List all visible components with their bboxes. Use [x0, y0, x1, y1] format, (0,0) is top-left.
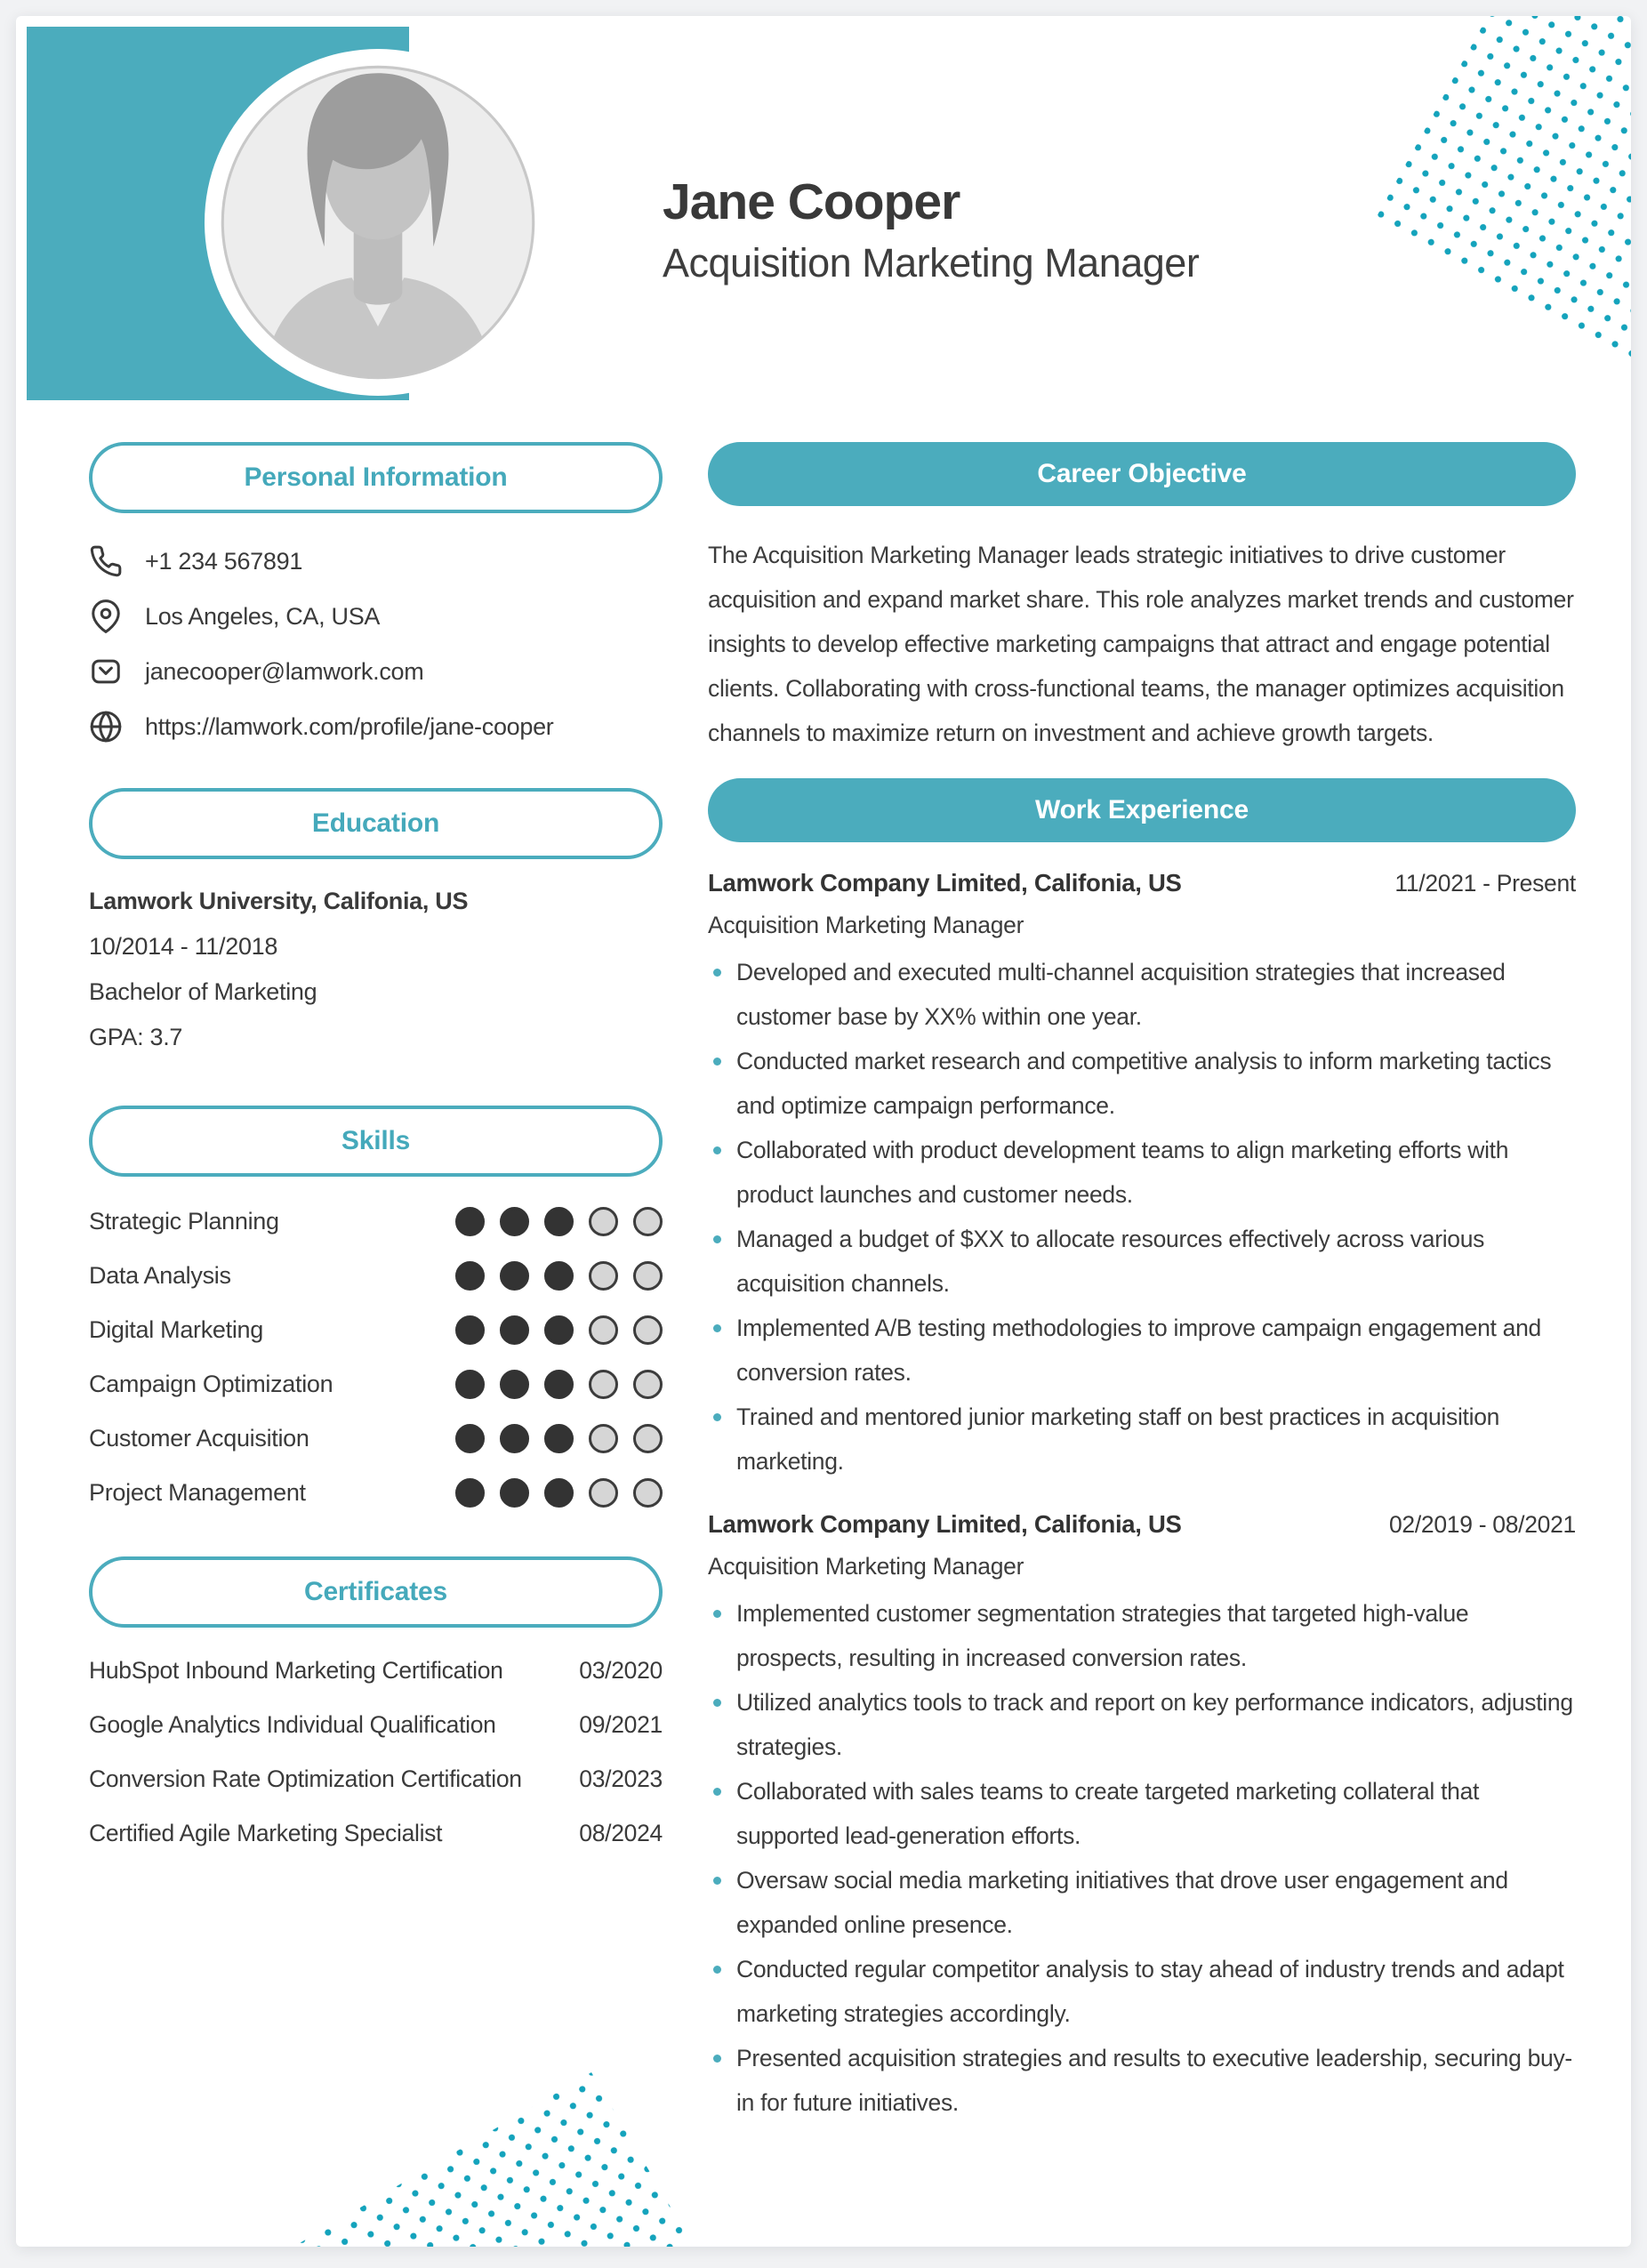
- skill-label: Data Analysis: [89, 1261, 231, 1289]
- contact-text: Los Angeles, CA, USA: [145, 602, 381, 630]
- skill-row: [89, 1364, 663, 1403]
- education-block: [89, 886, 663, 1052]
- skill-dot-empty: [589, 1478, 618, 1508]
- bullet-icon: [713, 1324, 721, 1332]
- bullet-icon: [713, 1413, 721, 1421]
- bullet-text: Oversaw social media marketing initiatives that drove user engagement and expanded online presence.: [736, 1867, 1508, 1938]
- skill-dot-filled: [455, 1478, 485, 1508]
- certificates-list: [89, 1653, 663, 1851]
- skill-row: [89, 1310, 663, 1349]
- skill-level-dots: [455, 1478, 663, 1508]
- skill-dot-filled: [544, 1424, 574, 1453]
- section-career-objective: [708, 442, 1576, 506]
- company-name: Lamwork Company Limited, Califonia, US: [708, 1510, 1182, 1538]
- job-dates: 11/2021 - Present: [1394, 870, 1576, 897]
- certificate-name: Google Analytics Individual Qualification: [89, 1710, 496, 1738]
- job-bullets: [708, 1591, 1576, 2125]
- skill-dot-filled: [500, 1207, 529, 1236]
- bullet-text: Conducted regular competitor analysis to stay ahead of industry trends and adapt marketing strategies accordingly.: [736, 1956, 1564, 2027]
- section-title: Certificates: [303, 1577, 447, 1606]
- bullet-text: Trained and mentored junior marketing staff on best practices in acquisition marketing.: [736, 1403, 1500, 1475]
- skill-label: Digital Marketing: [89, 1315, 263, 1343]
- job-entry: [708, 1510, 1576, 2125]
- certificate-item: [89, 1653, 663, 1688]
- skill-dot-filled: [500, 1478, 529, 1508]
- bullet-text: Collaborated with product development teams to align marketing efforts with product launches and customer needs.: [736, 1137, 1509, 1208]
- bullet-item: [708, 1858, 1576, 1947]
- section-certificates: [89, 1556, 663, 1628]
- dots-pattern-bottom: [293, 2072, 694, 2247]
- section-education: [89, 788, 663, 859]
- bullet-icon: [713, 1146, 721, 1154]
- jobs-list: [708, 869, 1576, 2125]
- bullet-icon: [713, 1610, 721, 1618]
- skill-dot-filled: [544, 1261, 574, 1291]
- bullet-item: [708, 1591, 1576, 1680]
- section-title: Work Experience: [1035, 795, 1249, 824]
- certificate-item: [89, 1815, 663, 1851]
- skill-label: Customer Acquisition: [89, 1424, 309, 1452]
- profile-photo: [205, 49, 551, 396]
- bullet-icon: [713, 969, 721, 977]
- certificate-date: 08/2024: [579, 1819, 663, 1846]
- bullet-icon: [713, 1699, 721, 1707]
- bullet-item: [708, 1769, 1576, 1858]
- skill-dot-filled: [544, 1315, 574, 1345]
- header-text: [663, 173, 1199, 286]
- bullet-icon: [713, 1966, 721, 1974]
- globe-icon: [89, 710, 123, 744]
- skill-row: [89, 1202, 663, 1241]
- skill-dot-filled: [500, 1370, 529, 1399]
- certificate-date: 03/2023: [579, 1765, 663, 1792]
- bullet-item: [708, 1217, 1576, 1306]
- certificate-date: 09/2021: [579, 1710, 663, 1738]
- skill-dot-filled: [455, 1207, 485, 1236]
- job-bullets: [708, 950, 1576, 1484]
- skill-dot-filled: [500, 1424, 529, 1453]
- section-title: Education: [311, 808, 440, 838]
- skill-dot-empty: [633, 1370, 663, 1399]
- skill-level-dots: [455, 1261, 663, 1291]
- contact-item: [89, 654, 663, 689]
- section-personal-information: [89, 442, 663, 513]
- skill-dot-filled: [500, 1261, 529, 1291]
- bullet-icon: [713, 1235, 721, 1243]
- skill-dot-empty: [589, 1261, 618, 1291]
- skill-dot-empty: [589, 1424, 618, 1453]
- left-column: [89, 442, 663, 1870]
- bullet-item: [708, 1395, 1576, 1484]
- bullet-text: Managed a budget of $XX to allocate resources effectively across various acquisition channels.: [736, 1226, 1485, 1297]
- person-silhouette-icon: [205, 49, 551, 396]
- skills-list: [89, 1202, 663, 1512]
- skill-row: [89, 1256, 663, 1295]
- section-title: Personal Information: [244, 462, 508, 492]
- skill-label: Campaign Optimization: [89, 1370, 333, 1397]
- skill-dot-empty: [589, 1207, 618, 1236]
- skill-level-dots: [455, 1207, 663, 1236]
- right-column: [708, 442, 1576, 2125]
- skill-dot-empty: [633, 1207, 663, 1236]
- bullet-icon: [713, 1058, 721, 1066]
- bullet-text: Presented acquisition strategies and results to executive leadership, securing buy-in for future initiatives.: [736, 2045, 1572, 2116]
- job-role: Acquisition Marketing Manager: [708, 912, 1024, 938]
- skill-dot-filled: [455, 1261, 485, 1291]
- bullet-item: [708, 1306, 1576, 1395]
- skill-dot-filled: [455, 1315, 485, 1345]
- person-name: Jane Cooper: [663, 173, 960, 230]
- skill-dot-empty: [589, 1370, 618, 1399]
- skill-dot-empty: [633, 1424, 663, 1453]
- skill-dot-filled: [455, 1424, 485, 1453]
- certificate-name: Certified Agile Marketing Specialist: [89, 1819, 443, 1846]
- bullet-text: Implemented customer segmentation strategies that targeted high-value prospects, resulting in increased conversion rates.: [736, 1600, 1469, 1671]
- bullet-item: [708, 1128, 1576, 1217]
- skill-dot-empty: [633, 1315, 663, 1345]
- contact-item: [89, 543, 663, 579]
- person-title: Acquisition Marketing Manager: [663, 240, 1200, 286]
- section-work-experience: [708, 778, 1576, 842]
- skill-dot-filled: [544, 1478, 574, 1508]
- contact-text: +1 234 567891: [145, 547, 303, 575]
- contact-text: janecooper@lamwork.com: [145, 657, 424, 685]
- skill-label: Project Management: [89, 1478, 306, 1506]
- skill-level-dots: [455, 1315, 663, 1345]
- certificate-name: HubSpot Inbound Marketing Certification: [89, 1656, 503, 1684]
- bullet-text: Utilized analytics tools to track and report on key performance indicators, adjusting strategies.: [736, 1689, 1573, 1760]
- certificate-item: [89, 1707, 663, 1742]
- location-icon: [89, 599, 123, 633]
- bullet-icon: [713, 2055, 721, 2063]
- email-icon: [89, 655, 123, 688]
- job-header: [708, 1510, 1576, 1539]
- bullet-item: [708, 2036, 1576, 2125]
- skill-dot-filled: [544, 1370, 574, 1399]
- skill-row: [89, 1419, 663, 1458]
- resume-card: [16, 16, 1631, 2247]
- bullet-icon: [713, 1788, 721, 1796]
- section-title: Skills: [341, 1126, 411, 1155]
- education-school: Lamwork University, Califonia, US: [89, 888, 469, 914]
- skill-dot-empty: [633, 1478, 663, 1508]
- bullet-icon: [713, 1877, 721, 1885]
- skill-dot-empty: [633, 1261, 663, 1291]
- job-dates: 02/2019 - 08/2021: [1388, 1511, 1576, 1538]
- skill-dot-filled: [500, 1315, 529, 1345]
- phone-icon: [89, 544, 123, 578]
- contact-item: [89, 599, 663, 634]
- job-role: Acquisition Marketing Manager: [708, 1553, 1024, 1580]
- skill-dot-filled: [544, 1207, 574, 1236]
- certificate-date: 03/2020: [579, 1656, 663, 1684]
- contact-text: https://lamwork.com/profile/jane-cooper: [145, 712, 554, 740]
- skill-level-dots: [455, 1424, 663, 1453]
- company-name: Lamwork Company Limited, Califonia, US: [708, 869, 1182, 897]
- education-degree: Bachelor of Marketing: [89, 978, 317, 1005]
- skill-level-dots: [455, 1370, 663, 1399]
- education-dates: 10/2014 - 11/2018: [89, 933, 278, 960]
- dots-pattern-top-right: [1375, 16, 1631, 401]
- bullet-text: Collaborated with sales teams to create targeted marketing collateral that supported lead-generation efforts.: [736, 1778, 1480, 1849]
- job-entry: [708, 869, 1576, 1484]
- contact-item: [89, 709, 663, 744]
- job-header: [708, 869, 1576, 897]
- education-gpa: GPA: 3.7: [89, 1024, 183, 1050]
- skill-dot-empty: [589, 1315, 618, 1345]
- bullet-text: Implemented A/B testing methodologies to improve campaign engagement and conversion rates.: [736, 1315, 1541, 1386]
- section-skills: [89, 1106, 663, 1177]
- bullet-text: Conducted market research and competitive analysis to inform marketing tactics and optimize campaign performance.: [736, 1048, 1552, 1119]
- bullet-item: [708, 1039, 1576, 1128]
- certificate-name: Conversion Rate Optimization Certification: [89, 1765, 522, 1792]
- contact-list: [89, 543, 663, 744]
- bullet-text: Developed and executed multi-channel acquisition strategies that increased customer base by XX% within one year.: [736, 959, 1506, 1030]
- bullet-item: [708, 950, 1576, 1039]
- bullet-item: [708, 1680, 1576, 1769]
- certificate-item: [89, 1761, 663, 1797]
- bullet-item: [708, 1947, 1576, 2036]
- skill-row: [89, 1473, 663, 1512]
- section-title: Career Objective: [1037, 459, 1247, 488]
- skill-label: Strategic Planning: [89, 1207, 279, 1235]
- career-objective-text: The Acquisition Marketing Manager leads strategic initiatives to drive customer acquisition and expand market share. This role analyzes market trends and customer insights to develop effective marketing campaigns that attract and engage potential clients. Collaborating with cross-functional teams, the manager optimizes acquisition channels to maximize return on investment and achieve growth targets.: [708, 542, 1574, 746]
- skill-dot-filled: [455, 1370, 485, 1399]
